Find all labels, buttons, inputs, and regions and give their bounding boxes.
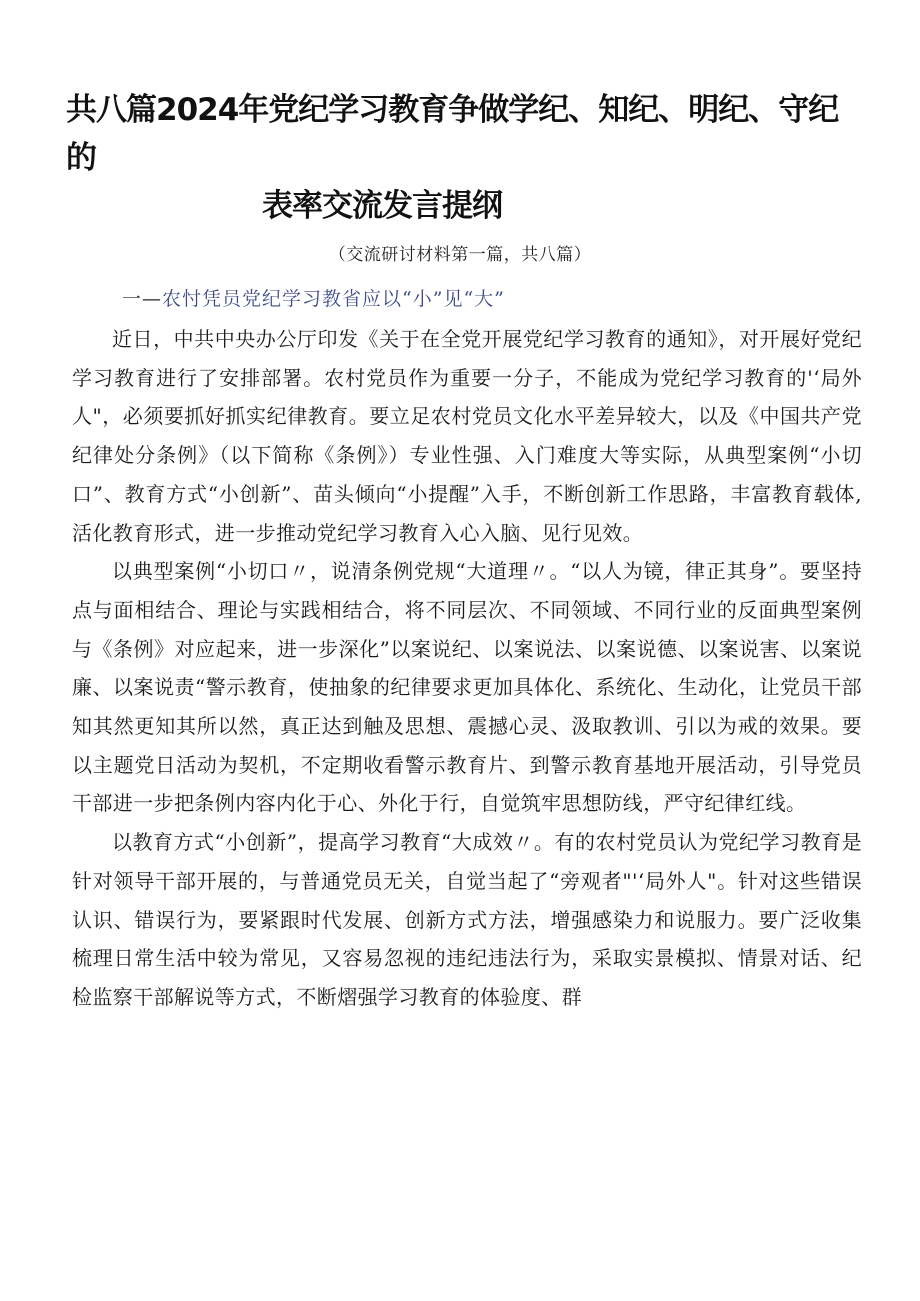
title-line-1: 共八篇2024年党纪学习教育争做学纪、知纪、明纪、守纪的: [66, 92, 839, 176]
document-body: [72, 320, 862, 1017]
paragraph-3: 以教育方式“小创新”，提高学习教育“大成效〃。有的农村党员认为党纪学习教育是针对领导干部开展的，与普通党员无关，自觉当起了“旁观者"'‘局外人"。针对这些错误认识、错误行为，要紧跟时代发展、创新方式方法，增强感染力和说服力。要广泛收集梳理日常生活中较为常见，又容易忽视的违纪违法行为，采取实景模拟、情景对话、纪检监察干部解说等方式，不断熠强学习教育的体验度、群: [72, 830, 862, 1009]
title-line-2: 表率交流发言提纲: [262, 188, 502, 224]
document-title: [66, 86, 866, 230]
paragraph-1: 近日，中共中央办公厅印发《关于在全党开展党纪学习教育的通知》，对开展好党纪学习教育进行了安排部署。农村党员作为重要一分子，不能成为党纪学习教育的'‘局外人"，必须要抓好抓实纪律教育。要立足农村党员文化水平差异较大，以及《中国共产党纪律处分条例》（以下简称《条例》）专业性强、入门难度大等实际，从典型案例“小切口”、教育方式“小创新”、苗头倾向“小提醒”入手，不断创新工作思路，丰富教育载体,活化教育形式，进一步推动党纪学习教育入心入脑、见行见效。: [72, 327, 862, 545]
lead-dash: 一—: [122, 288, 163, 310]
lead-heading: [122, 284, 505, 311]
lead-text: 农忖凭员党纪学习教省应以“小”见“大”: [162, 288, 505, 310]
paragraph-2: 以典型案例“小切口〃，说清条例党规“大道理〃。“以人为镜，律正其身”。要坚持点与面相结合、理论与实践相结合，将不同层次、不同领域、不同行业的反面典型案例与《条例》对应起来，进一步深化”以案说纪、以案说法、以案说德、以案说害、以案说廉、以案说责“警示教育，使抽象的纪律要求更加具体化、系统化、生动化，让党员干部知其然更知其所以然，真正达到触及思想、震撼心灵、汲取教训、引以为戒的效果。要以主题党日活动为契机，不定期收看警示教育片、到警示教育基地开展活动，引导党员干部进一步把条例内容内化于心、外化于行，自觉筑牢思想防线，严守纪律红线。: [72, 559, 862, 816]
document-subtitle: （交流研讨材料第一篇，共八篇）: [328, 245, 592, 265]
